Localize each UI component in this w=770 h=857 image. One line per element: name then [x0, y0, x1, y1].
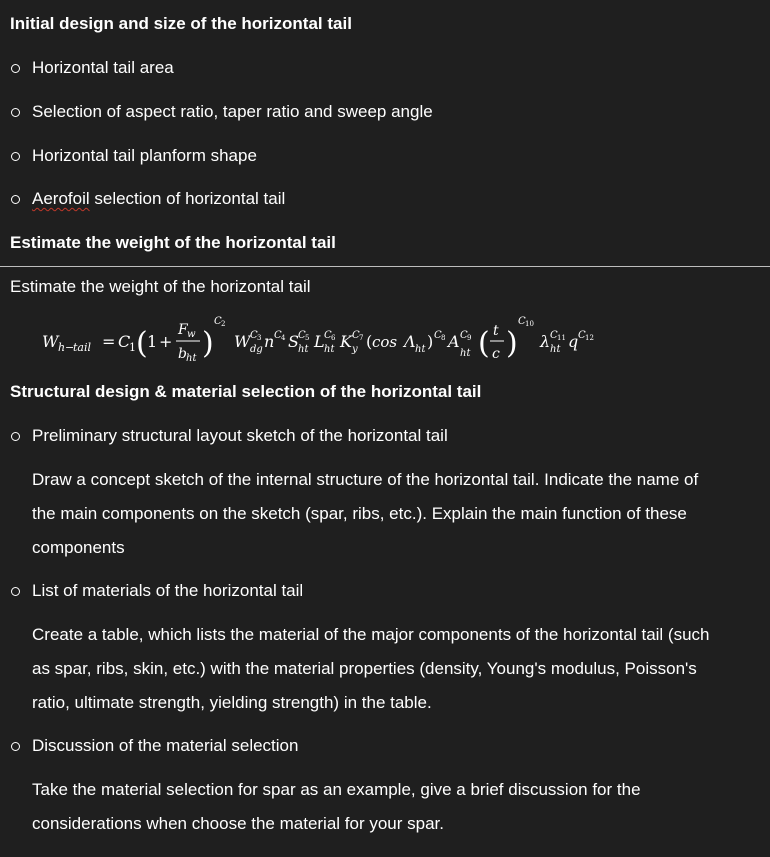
- list-item: [10, 146, 257, 166]
- svg-text:C: C: [298, 330, 306, 341]
- svg-text:n: n: [264, 332, 275, 351]
- svg-text:9: 9: [467, 334, 472, 342]
- svg-text:(: (: [366, 332, 373, 351]
- list-item-label: Horizontal tail planform shape: [32, 146, 257, 165]
- svg-text:C: C: [250, 330, 258, 341]
- section-heading-estimate-weight: Estimate the weight of the horizontal tail: [10, 233, 336, 252]
- list-item-label: List of materials of the horizontal tail: [32, 581, 304, 600]
- list-item: [10, 581, 303, 601]
- svg-text:): ): [202, 326, 214, 361]
- bullet-circle-icon: [11, 742, 20, 751]
- svg-text:(: (: [136, 326, 148, 361]
- svg-text:6: 6: [331, 334, 336, 342]
- svg-text:λ: λ: [540, 332, 551, 351]
- divider: [0, 266, 770, 267]
- bullet-circle-icon: [11, 587, 20, 596]
- svg-text:K: K: [340, 332, 352, 351]
- bullet-circle-icon: [11, 152, 20, 161]
- section-heading-structural-design: Structural design & material selection of the horizontal tail: [10, 382, 482, 401]
- list-item: [10, 102, 433, 122]
- svg-text:C: C: [324, 330, 332, 341]
- svg-text:w: w: [187, 329, 196, 340]
- svg-text:C: C: [434, 330, 442, 341]
- list-item-label: Selection of aspect ratio, taper ratio and sweep angle: [32, 102, 433, 121]
- svg-text:ht: ht: [460, 348, 471, 359]
- svg-text:4: 4: [281, 334, 286, 342]
- svg-text:C: C: [518, 316, 526, 327]
- list-item-label: Horizontal tail area: [32, 58, 174, 77]
- svg-text:1: 1: [147, 332, 158, 351]
- svg-text:ht: ht: [298, 344, 309, 355]
- svg-text:−: −: [65, 341, 75, 354]
- list-item-label: Preliminary structural layout sketch of the horizontal tail: [32, 426, 448, 445]
- list-item-label: [32, 189, 285, 209]
- list-item: [10, 736, 298, 756]
- svg-text:F: F: [178, 322, 188, 338]
- svg-text:ht: ht: [550, 344, 561, 355]
- svg-text:=: =: [102, 332, 116, 351]
- svg-text:tail: tail: [73, 341, 92, 354]
- svg-text:12: 12: [585, 334, 594, 342]
- weight-formula: [42, 310, 682, 370]
- svg-text:S: S: [288, 332, 299, 351]
- svg-text:L: L: [314, 332, 325, 351]
- item-description: Draw a concept sketch of the internal structure of the horizontal tail. Indicate the name of the main components on the sketch (spar, ribs, etc.). Explain the main function of these components: [32, 470, 699, 557]
- svg-text:C: C: [118, 332, 131, 351]
- item-description: Create a table, which lists the material of the major components of the horizontal tail (such as spar, ribs, skin, etc.) with the material properties (density, Young's modulus, Poisson's ratio, ultimate strength, yielding strength) in the table.: [32, 625, 710, 712]
- weight-formula-graphic: [42, 310, 682, 370]
- list-item-label-rest: selection of horizontal tail: [89, 189, 286, 208]
- svg-text:ht: ht: [324, 344, 335, 355]
- svg-text:cos: cos: [372, 333, 398, 351]
- intro-text: Estimate the weight of the horizontal tail: [10, 277, 311, 296]
- svg-text:(: (: [478, 326, 490, 361]
- svg-text:W: W: [42, 332, 59, 351]
- spellcheck-flagged-word[interactable]: Aerofoil: [32, 189, 90, 208]
- svg-text:C: C: [550, 330, 558, 341]
- list-item-label: Discussion of the material selection: [32, 736, 299, 755]
- svg-text:t: t: [493, 323, 499, 339]
- svg-text:C: C: [214, 316, 222, 327]
- svg-text:y: y: [352, 344, 358, 355]
- svg-text:q: q: [568, 332, 579, 351]
- bullet-circle-icon: [11, 108, 20, 117]
- svg-text:W: W: [234, 332, 251, 351]
- bullet-circle-icon: [11, 432, 20, 441]
- svg-text:h: h: [58, 341, 66, 354]
- svg-text:5: 5: [305, 334, 310, 342]
- svg-text:8: 8: [441, 334, 446, 342]
- item-description: Take the material selection for spar as an example, give a brief discussion for the considerations when choose the material for your spar.: [32, 780, 641, 833]
- svg-text:C: C: [578, 330, 586, 341]
- svg-text:C: C: [352, 330, 360, 341]
- svg-text:): ): [506, 326, 518, 361]
- svg-text:2: 2: [221, 320, 226, 328]
- svg-text:c: c: [492, 346, 500, 362]
- bullet-circle-icon: [11, 195, 20, 204]
- list-item: [10, 426, 448, 446]
- svg-text:ht: ht: [415, 344, 426, 355]
- bullet-circle-icon: [11, 64, 20, 73]
- svg-text:ht: ht: [186, 353, 197, 364]
- list-item: [10, 189, 285, 209]
- svg-text:1: 1: [129, 341, 136, 354]
- svg-text:11: 11: [557, 334, 566, 342]
- svg-text:7: 7: [359, 334, 364, 342]
- svg-text:C: C: [460, 330, 468, 341]
- svg-text:3: 3: [257, 334, 262, 342]
- svg-text:b: b: [178, 346, 187, 362]
- svg-text:): ): [427, 332, 434, 351]
- svg-text:10: 10: [525, 320, 534, 328]
- svg-text:A: A: [448, 332, 460, 351]
- section-heading-initial-design: Initial design and size of the horizontal tail: [10, 14, 352, 33]
- svg-text:dg: dg: [250, 344, 263, 355]
- list-item: [10, 58, 174, 78]
- svg-text:+: +: [159, 332, 173, 351]
- svg-text:C: C: [274, 330, 282, 341]
- svg-text:Λ: Λ: [404, 332, 416, 351]
